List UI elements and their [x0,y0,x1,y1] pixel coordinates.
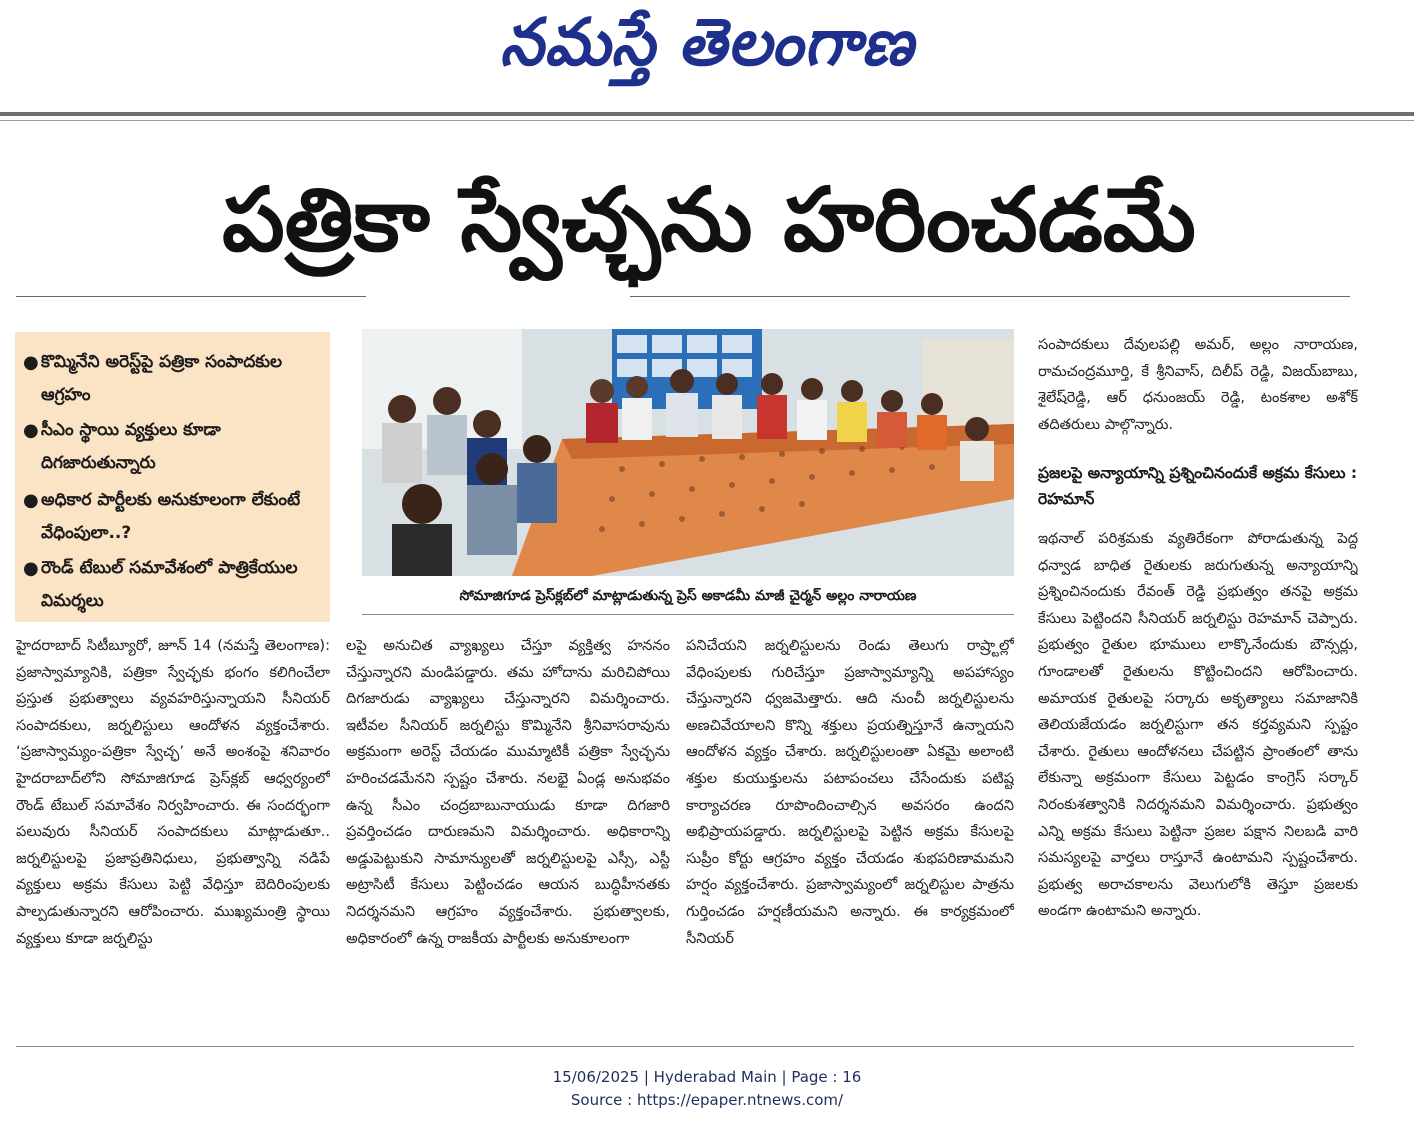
highlight-text: సీఎం స్థాయి వ్యక్తులు కూడా దిగజారుతున్నారు [41,420,221,473]
bullet-icon: ● [23,420,39,441]
masthead-rule-thin [0,120,1414,121]
footer-date-edition: 15/06/2025 | Hyderabad Main | Page : 16 [552,1068,862,1086]
headline: పత్రికా స్వేచ్ఛను హరించడమే [222,168,1196,271]
photo-caption: సోమాజిగూడ ప్రెస్‌క్లబ్‌లో మాట్లాడుతున్న ప్రెస్‌ అకాడమీ మాజీ చైర్మన్‌ అల్లం నారాయణ [459,588,917,604]
bullet-icon: ● [23,352,39,373]
highlight-text: రౌండ్‌ టేబుల్‌ సమావేశంలో పాత్రికేయుల విమర్శలు [41,558,298,611]
meeting-photo-illustration [362,329,1014,576]
footer-source: Source : https://epaper.ntnews.com/ [570,1091,844,1109]
bullet-icon: ● [23,558,39,579]
newspaper-name: నమస్తే తెలంగాణ [499,3,915,81]
highlight-item [23,552,321,618]
highlights-box [15,332,330,622]
article-column-3: పనిచేయని జర్నలిస్టులను రెండు తెలుగు రాష్ర్టాల్లో వేధింపులకు గురిచేస్తూ ప్రజాస్వామ్యాన్ని అపహాస్యం చేస్తున్నారని ధ్వజమెత్తారు. ఆది నుంచీ జర్నలిస్టులను అణచివేయాలని కొన్ని శక్తులు ప్రయత్నిస్తూనే ఉన్నాయని ఆందోళన వ్యక్తం చేశారు. జర్నలిస్టులంతా ఏకమై అలాంటి శక్తుల కుయుక్తులను పటాపంచలు చేసేందుకు పటిష్ట కార్యాచరణ రూపొందించాల్సిన అవసరం ఉందని అభిప్రాయపడ్డారు. జర్నలిస్టులపై పెట్టిన అక్రమ కేసులపై సుప్రీం కోర్టు ఆగ్రహం వ్యక్తం చేయడం శుభపరిణామమని హర్షం వ్యక్తంచేశారు. ప్రజాస్వామ్యంలో జర్నలిస్టుల పాత్రను గుర్తించడం హర్షణీయమని అన్నారు. ఈ కార్యక్రమంలో సీనియర్‌ [686,637,1014,947]
highlight-item [23,484,321,550]
headline-rule-right [630,296,1350,297]
bullet-icon: ● [23,490,39,511]
highlight-text: అధికార పార్టీలకు అనుకూలంగా లేకుంటే వేధింపులా..? [41,490,301,543]
article-column-4-bottom: ఇథనాల్‌ పరిశ్రమకు వ్యతిరేకంగా పోరాడుతున్న పెద్ద ధన్వాడ బాధిత రైతులకు జరుగుతున్న అన్యాయాన్ని ప్రశ్నించినందుకు రేవంత్‌ రెడ్డి ప్రభుత్వం తనపై అక్రమ కేసులు పెట్టిందని సీనియర్‌ జర్నలిస్టు రెహమాన్‌ చెప్పారు. ప్రభుత్వం రైతుల భూములు లాక్కొనేందుకు బౌన్సర్లు, గూండాలతో రైతులను కొట్టించిందని ఆరోపించారు. అమాయక రైతులపై సర్కారు అకృత్యాలు సమాజానికి తెలియజేయడం జర్నలిస్టుగా తన కర్తవ్యమని స్పష్టం చేశారు. రైతులు ఆందోళనలు చేపట్టిన ప్రాంతంలో తాను లేకున్నా అక్రమంగా కేసులు పెట్టడం కాంగ్రెస్‌ సర్కార్‌ నిరంకుశత్వానికి నిదర్శనమని విమర్శించారు. ప్రభుత్వం ఎన్ని అక్రమ కేసులు పెట్టినా ప్రజల పక్షాన నిలబడి వారి సమస్యలపై వార్తలు రాస్తూనే ఉంటామని స్పష్టంచేశారు. ప్రభుత్వ అరాచకాలను వెలుగులోకి తెస్తూ ప్రజలకు అండగా ఉంటామని అన్నారు. [1038,530,1358,920]
article-column-1: హైదరాబాద్‌ సిటీబ్యూరో, జూన్‌ 14 (నమస్తే తెలంగాణ): ప్రజాస్వామ్యానికి, పత్రికా స్వేచ్ఛకు భంగం కలిగించేలా ప్రస్తుత ప్రభుత్వాలు వ్యవహరిస్తున్నాయని సీనియర్‌ సంపాదకులు, జర్నలిస్టులు ఆందోళన వ్యక్తంచేశారు. ‘ప్రజాస్వామ్యం-పత్రికా స్వేచ్ఛ’ అనే అంశంపై శనివారం హైదరాబాద్‌లోని సోమాజిగూడ ప్రెస్‌క్లబ్‌ ఆధ్వర్యంలో రౌండ్‌ టేబుల్‌ సమావేశం నిర్వహించారు. ఈ సందర్భంగా పలువురు సీనియర్‌ సంపాదకులు మాట్లాడుతూ.. జర్నలిస్టులపై ప్రజాప్రతినిధులు, ప్రభుత్వాన్ని నడిపే వ్యక్తులు అక్రమ కేసులు పెట్టి వేధిస్తూ బెదిరింపులకు పాల్పడుతున్నారని ఆరోపించారు. ముఖ్యమంత్రి స్థాయి వ్యక్తులు కూడా జర్నలిస్టు [16,637,330,947]
masthead-rule [0,112,1414,116]
article-column-2: లపై అనుచిత వ్యాఖ్యలు చేస్తూ వ్యక్తిత్వ హననం చేస్తున్నారని మండిపడ్డారు. తమ హోదాను మరిచిపోయి దిగజారుడు వ్యాఖ్యలు చేస్తున్నారని విమర్శించారు. ఇటీవల సీనియర్‌ జర్నలిస్టు కొమ్మినేని శ్రీనివాసరావును అక్రమంగా అరెస్ట్‌ చేయడం ముమ్మాటికీ పత్రికా స్వేచ్ఛను హరించడమేనని స్పష్టం చేశారు. నలభై ఏండ్ల అనుభవం ఉన్న సీఎం చంద్రబాబునాయుడు కూడా దిగజారి ప్రవర్తించడం దారుణమని విమర్శించారు. అధికారాన్ని అడ్డుపెట్టుకుని సామాన్యులతో జర్నలిస్టులపై ఎస్సీ, ఎస్టీ అట్రాసిటీ కేసులు పెట్టించడం ఆయన బుద్ధిహీనతకు నిదర్శనమని ఆగ్రహం వ్యక్తంచేశారు. ప్రభుత్వాలకు, అధికారంలో ఉన్న రాజకీయ పార్టీలకు అనుకూలంగా [346,637,670,947]
caption-rule [362,614,1014,615]
highlight-item [23,414,321,480]
masthead [0,0,1414,100]
article-bottom-rule [16,1046,1354,1047]
highlight-text: కొమ్మినేని అరెస్ట్‌పై పత్రికా సంపాదకుల ఆగ్రహం [41,352,283,405]
headline-rule-left [16,296,366,297]
article-subheading: ప్రజలపై అన్యాయాన్ని ప్రశ్నించినందుకే అక్రమ కేసులు : రెహమాన్‌ [1038,464,1358,508]
article-column-4-top: సంపాదకులు దేవులపల్లి అమర్‌, అల్లం నారాయణ, రామచంద్రమూర్తి, కే శ్రీనివాస్‌, దిలీప్‌ రెడ్డి, విజయ్‌బాబు, శైలేష్‌రెడ్డి, ఆర్‌ ధనుంజయ్‌ రెడ్డి, టంకశాల అశోక్‌ తదితరులు పాల్గొన్నారు. [1038,336,1358,433]
news-photo [362,329,1014,576]
highlight-item [23,346,321,412]
